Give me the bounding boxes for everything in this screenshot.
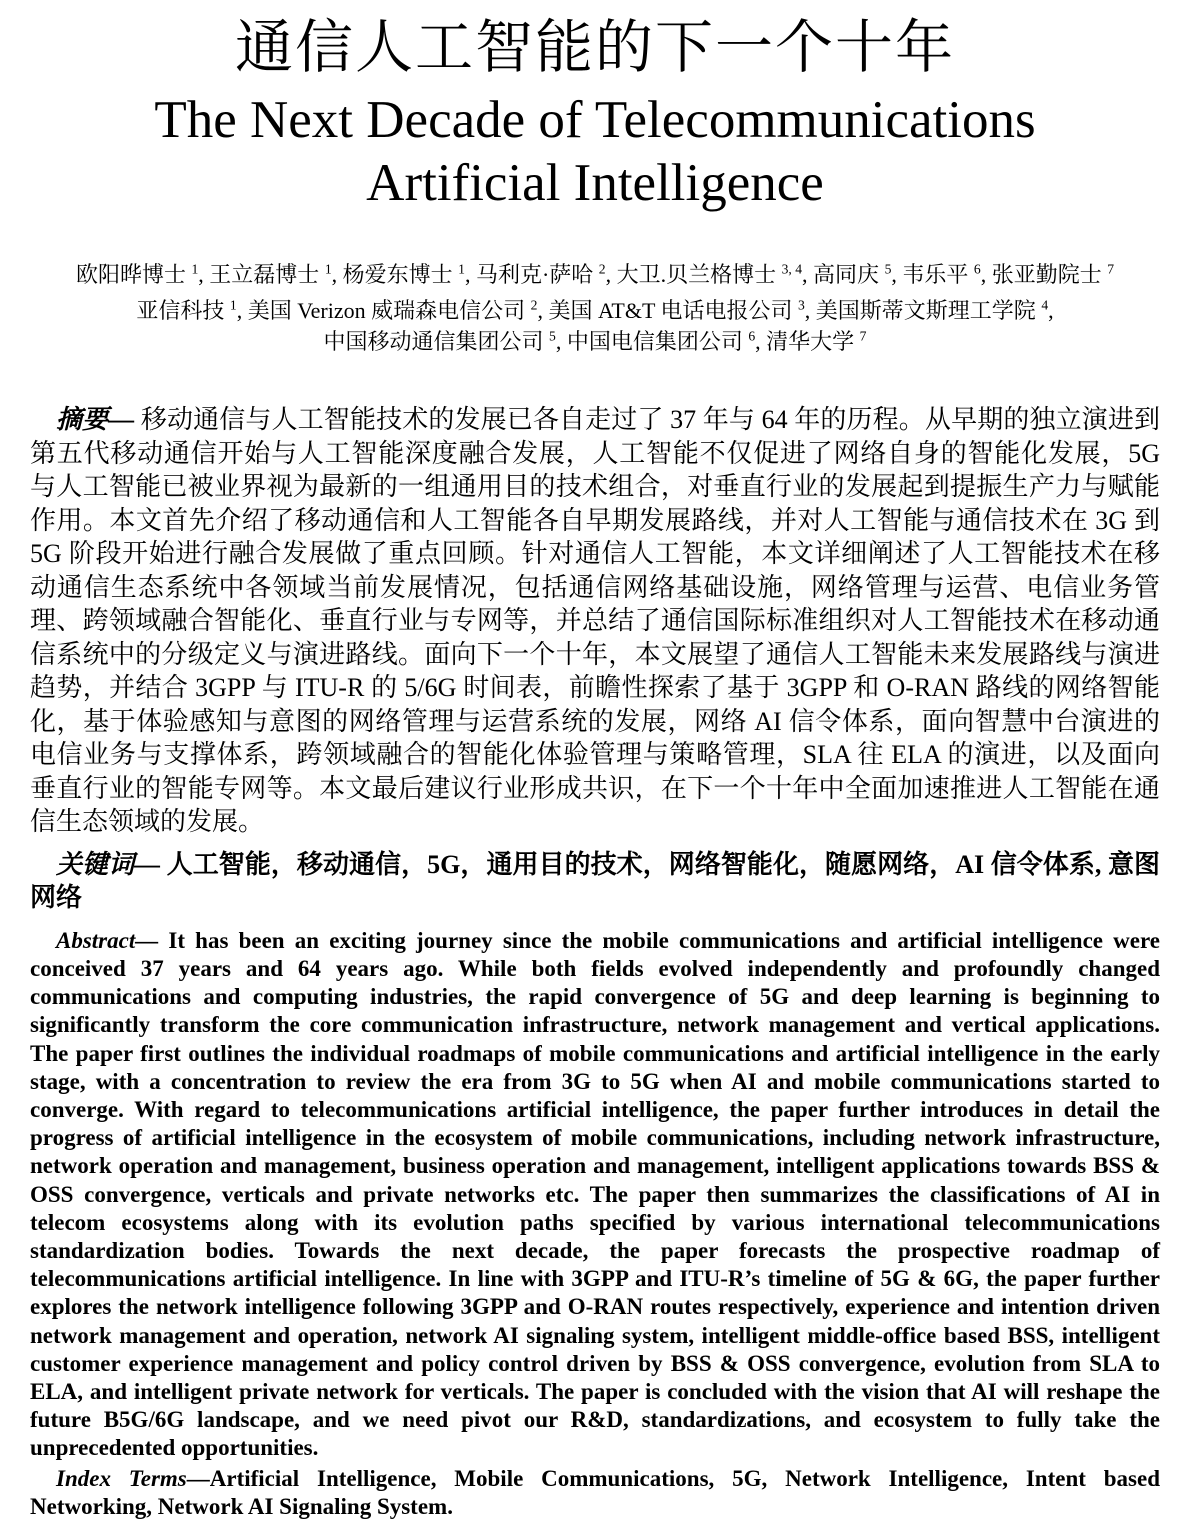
keywords-zh-label: 关键词— — [56, 849, 161, 879]
index-terms-text: —Artificial Intelligence, Mobile Communications, 5G, Network Intelligence, Intent based Networking, Network AI Signaling System. — [30, 1465, 1160, 1519]
index-terms-paragraph — [30, 1465, 1160, 1521]
abstract-zh-label: 摘要— — [56, 405, 135, 435]
keywords-zh-text: 人工智能，移动通信，5G，通用目的技术，网络智能化，随愿网络，AI 信令体系, 意图网络 — [30, 849, 1160, 913]
paper-title-en-line1: The Next Decade of Telecommunications — [154, 91, 1036, 150]
abstract-zh-paragraph — [30, 403, 1160, 839]
paper-title-zh: 通信人工智能的下一个十年 — [234, 15, 955, 80]
paper-title-en-line2: Artificial Intelligence — [366, 153, 824, 212]
abstract-en-label: Abstract— — [56, 927, 159, 953]
abstract-en-paragraph — [30, 927, 1160, 1463]
affiliation-list — [30, 295, 1160, 357]
affiliation-line-1: 亚信科技 $^1$, 美国 Verizon 威瑞森电信公司 $^2$, 美国 AT&T 电话电报公司 $^3$, 美国斯蒂文斯理工学院 $^4$, — [136, 298, 1054, 324]
affiliation-line-2: 中国移动通信集团公司 $^5$, 中国电信集团公司 $^6$, 清华大学 $^7$ — [323, 329, 867, 355]
index-terms-label: Index Terms — [56, 1465, 187, 1491]
abstract-en-text: It has been an exciting journey since the mobile communications and artificial intelligence were conceived 37 years and 64 years ago. While both fields evolved independently and profoundly changed communications and computing industries, the rapid convergence of 5G and deep learning is beginning to significantly transform the core communication infrastructure, network management and vertical applications. The paper first outlines the individual roadmaps of mobile communications and artificial intelligence in the early stage, with a concentration to review the era from 3G to 5G when AI and mobile communications started to converge. With regard to telecommunications artificial intelligence, the paper further introduces in detail the progress of artificial intelligence in the ecosystem of mobile communications, including network infrastructure, network operation and management, business operation and management, intelligent applications towards BSS & OSS convergence, verticals and private networks etc. The paper then summarizes the classifications of AI in telecom ecosystems along with its evolution paths specified by various international telecommunications standardization bodies. Towards the next decade, the paper forecasts the prospective roadmap of telecommunications artificial intelligence. In line with 3GPP and ITU-R’s timeline of 5G & 6G, the paper further explores the network intelligence following 3GPP and O-RAN routes respectively, experience and intention driven network management and operation, network AI signaling system, intelligent middle-office based BSS, intelligent customer experience management and policy control driven by BSS & OSS convergence, evolution from SLA to ELA, and intelligent private network for verticals. The paper is concluded with the vision that AI will reshape the future B5G/6G landscape, and we need pivot our R&D, standardizations, and ecosystem to fully take the unprecedented opportunities. — [30, 927, 1160, 1461]
author-list: 欧阳晔博士 $^1$, 王立磊博士 $^1$, 杨爱东博士 $^1$, 马利克·萨哈 $^2$, 大卫.贝兰格博士 $^{3, 4}$, 高同庆 $^5$, 韦乐平 $^6$, 张亚勤院士 $^7$ — [75, 262, 1115, 288]
paper-title-en — [30, 89, 1160, 214]
abstract-zh-text: 移动通信与人工智能技术的发展已各自走过了 37 年与 64 年的历程。从早期的独立演进到第五代移动通信开始与人工智能深度融合发展，人工智能不仅促进了网络自身的智能化发展，5G 与人工智能已被业界视为最新的一组通用目的技术组合，对垂直行业的发展起到提振生产力与赋能作用。本文首先介绍了移动通信和人工智能各自早期发展路线，并对人工智能与通信技术在 3G 到 5G 阶段开始进行融合发展做了重点回顾。针对通信人工智能，本文详细阐述了人工智能技术在移动通信生态系统中各领域当前发展情况，包括通信网络基础设施，网络管理与运营、电信业务管理、跨领域融合智能化、垂直行业与专网等，并总结了通信国际标准组织对人工智能技术在移动通信系统中的分级定义与演进路线。面向下一个十年，本文展望了通信人工智能未来发展路线与演进趋势，并结合 3GPP 与 ITU-R 的 5/6G 时间表，前瞻性探索了基于 3GPP 和 O-RAN 路线的网络智能化，基于体验感知与意图的网络管理与运营系统的发展，网络 AI 信令体系，面向智慧中台演进的电信业务与支撑体系，跨领域融合的智能化体验管理与策略管理，SLA 往 ELA 的演进，以及面向垂直行业的智能专网等。本文最后建议行业形成共识，在下一个十年中全面加速推进人工智能在通信生态领域的发展。 — [30, 405, 1160, 837]
keywords-zh-paragraph — [30, 848, 1160, 915]
